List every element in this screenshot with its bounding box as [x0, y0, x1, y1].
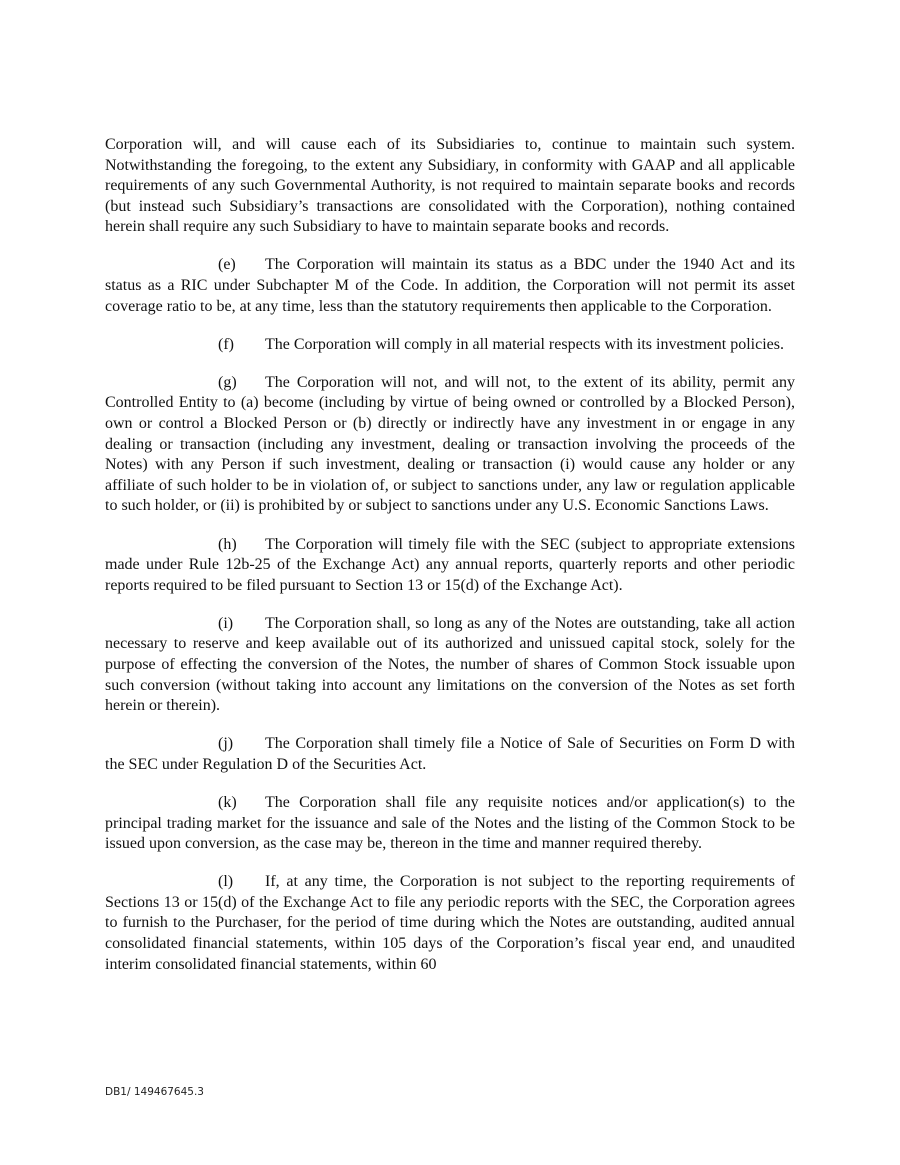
paragraph-l	[105, 872, 795, 975]
paragraph-label: (k)	[218, 793, 237, 811]
paragraph-text: The Corporation shall, so long as any of the Notes are outstanding, take all action necessary to reserve and keep available out of its authorized and unissued capital stock, solely for the purpose of effecting the conversion of the Notes, the number of shares of Common Stock issuable upon such conversion (without taking into account any limitations on the conversion of the Notes as set forth herein or therein).	[105, 614, 795, 715]
paragraph-e	[105, 255, 795, 317]
paragraph-h	[105, 535, 795, 597]
paragraph-label: (i)	[218, 614, 234, 632]
paragraph-j	[105, 734, 795, 775]
paragraph-label: (f)	[218, 335, 234, 353]
paragraph-text: The Corporation shall timely file a Notice of Sale of Securities on Form D with the SEC under Regulation D of the Securities Act.	[105, 735, 795, 773]
paragraph-g	[105, 373, 795, 517]
paragraph-label: (l)	[218, 873, 234, 891]
paragraph-text: Corporation will, and will cause each of its Subsidiaries to, continue to maintain such system. Notwithstanding the foregoing, to the extent any Subsidiary, in conformity with GAAP and all applicable requirements of any such Governmental Authority, is not required to maintain separate books and records (but instead such Subsidiary’s transactions are consolidated with the Corporation), nothing contained herein shall require any such Subsidiary to have to maintain separate books and records.	[105, 136, 795, 236]
document-body	[105, 135, 795, 993]
paragraph-text: The Corporation will comply in all material respects with its investment policies.	[265, 335, 784, 353]
document-footer-id: DB1/ 149467645.3	[105, 1086, 204, 1098]
paragraph-label: (h)	[218, 535, 237, 553]
paragraph-text: The Corporation shall file any requisite notices and/or application(s) to the principal trading market for the issuance and sale of the Notes and the listing of the Common Stock to be issued upon conversion, as the case may be, thereon in the time and manner required thereby.	[105, 793, 795, 853]
paragraph-continuation	[105, 135, 795, 238]
paragraph-text: The Corporation will not, and will not, to the extent of its ability, permit any Controlled Entity to (a) become (including by virtue of being owned or controlled by a Blocked Person), own or control a Blocked Person or (b) directly or indirectly have any investment in or engage in any dealing or transaction (including any investment, dealing or transaction involving the proceeds of the Notes) with any Person if such investment, dealing or transaction (i) would cause any holder or any affiliate of such holder to be in violation of, or subject to sanctions under, any law or regulation applicable to such holder, or (ii) is prohibited by or subject to sanctions under any U.S. Economic Sanctions Laws.	[105, 373, 795, 515]
paragraph-i	[105, 614, 795, 717]
paragraph-text: The Corporation will timely file with the SEC (subject to appropriate extensions made under Rule 12b-25 of the Exchange Act) any annual reports, quarterly reports and other periodic reports required to be filed pursuant to Section 13 or 15(d) of the Exchange Act).	[105, 535, 795, 594]
paragraph-f	[105, 335, 795, 356]
paragraph-text: If, at any time, the Corporation is not subject to the reporting requirements of Sections 13 or 15(d) of the Exchange Act to file any periodic reports with the SEC, the Corporation agrees to furnish to the Purchaser, for the period of time during which the Notes are outstanding, audited annual consolidated financial statements, within 105 days of the Corporation’s fiscal year end, and unaudited interim consolidated financial statements, within 60	[105, 873, 795, 973]
paragraph-label: (g)	[218, 373, 237, 391]
paragraph-k	[105, 793, 795, 855]
paragraph-label: (e)	[218, 256, 236, 274]
paragraph-label: (j)	[218, 735, 234, 753]
paragraph-text: The Corporation will maintain its status as a BDC under the 1940 Act and its status as a RIC under Subchapter M of the Code. In addition, the Corporation will not permit its asset coverage ratio to be, at any time, less than the statutory requirements then applicable to the Corporation.	[105, 256, 795, 315]
